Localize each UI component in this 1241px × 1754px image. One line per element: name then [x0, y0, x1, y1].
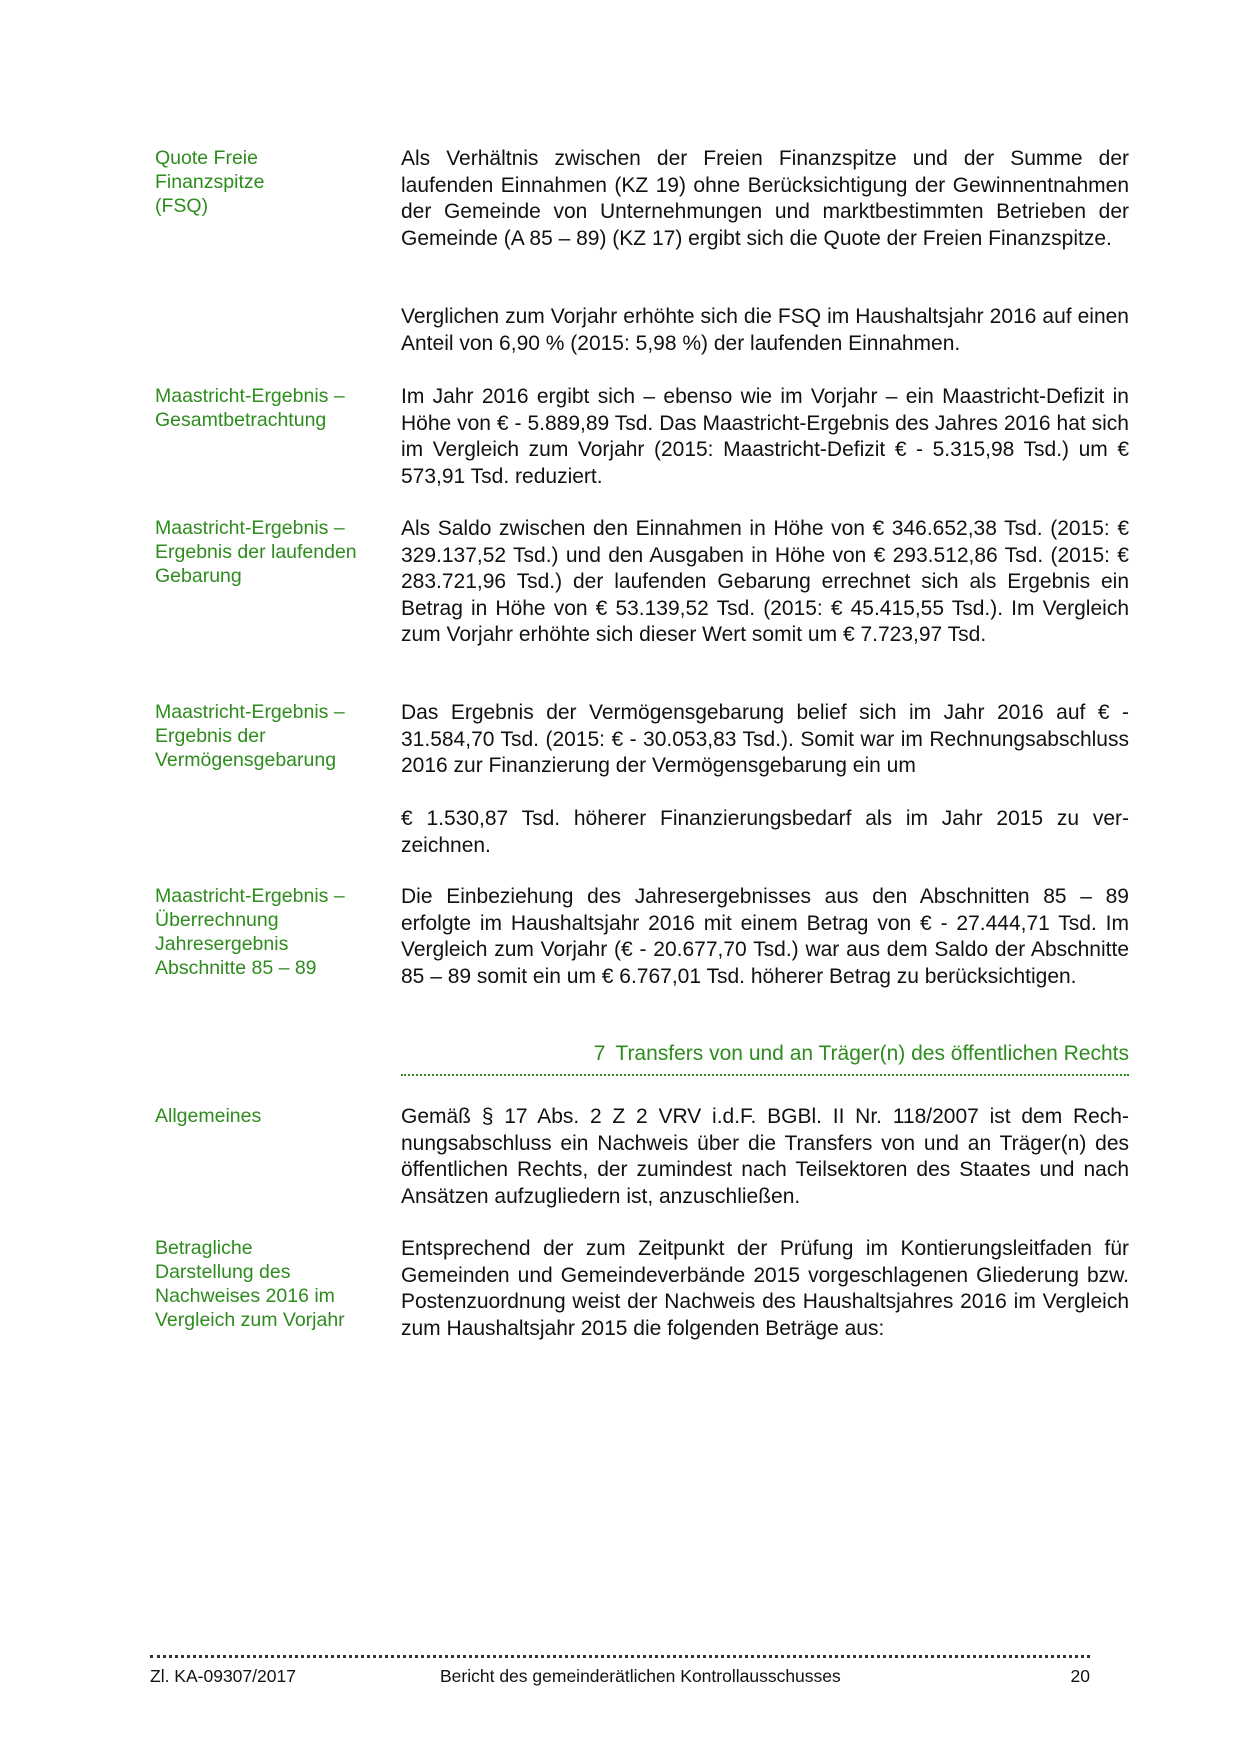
margin-label-maastricht-vermoegen: Maastricht-Ergebnis – Ergebnis der Vermögensgebarung [155, 701, 345, 771]
paragraph-maastricht-laufend: Als Saldo zwischen den Einnahmen in Höhe von € 346.652,38 Tsd. (2015: € 329.137,52 Tsd.) und den Ausgaben in Höhe von € 293.512,86 Tsd. (2015: € 283.721,96 Tsd.) der laufenden Gebarung errechnet sich als Ergebnis ein Betrag in Höhe von € 53.139,52 Tsd. (2015: € 45.415,55 Tsd.). Im Vergleich zum Vorjahr erhöhte sich dieser Wert somit um € 7.723,97 Tsd. [401, 517, 1129, 647]
paragraph-maastricht-vermoegen: Das Ergebnis der Vermögensgebarung belief sich im Jahr 2016 auf € - 31.584,70 Tsd. (2015: € - 30.053,83 Tsd.). Somit war im Rechnungsabschluss 2016 zur Finanzierung der Vermögensgebarung ein um [401, 701, 1129, 778]
paragraph-maastricht-ueberrechnung: Die Einbeziehung des Jahresergebnisses aus den Abschnitten 85 – 89 erfolgte im Haushaltsjahr 2016 mit einem Betrag von € - 27.444,71 Tsd. Im Vergleich zum Vorjahr (€ - 20.677,70 Tsd.) war aus dem Saldo der Abschnitte 85 – 89 somit ein um € 6.767,01 Tsd. höherer Betrag zu berücksichtigen. [401, 885, 1129, 988]
paragraph-allgemeines: Gemäß § 17 Abs. 2 Z 2 VRV i.d.F. BGBl. II Nr. 118/2007 ist dem Rechnungsabschluss ein Nachweis über die Transfers von und an Träger(n) des öffentlichen Rechts, der zumindest nach Teilsektoren des Staates und nach Ansätzen aufzugliedern ist, anzuschließen. [401, 1105, 1129, 1208]
section-heading [401, 1040, 1129, 1076]
paragraph-maastricht-vermoegen-cont: € 1.530,87 Tsd. höherer Finanzierungsbedarf als im Jahr 2015 zu verzeichnen. [401, 807, 1129, 857]
paragraph-fsq-comparison: Verglichen zum Vorjahr erhöhte sich die FSQ im Haushaltsjahr 2016 auf einen Anteil von 6,90 % (2015: 5,98 %) der laufenden Einnahmen. [401, 305, 1129, 355]
margin-label-maastricht-ueberrechnung: Maastricht-Ergebnis – Überrechnung Jahresergebnis Abschnitte 85 – 89 [155, 885, 345, 979]
margin-label-allgemeines: Allgemeines [155, 1105, 262, 1127]
margin-label-maastricht-laufend: Maastricht-Ergebnis – Ergebnis der laufenden Gebarung [155, 517, 357, 587]
paragraph-fsq-definition: Als Verhältnis zwischen der Freien Finanzspitze und der Summe der laufenden Einnahmen (KZ 19) ohne Berücksichtigung der Gewinnentnahmen der Gemeinde von Unternehmungen und marktbestimmten Betrieben der Gemeinde (A 85 – 89) (KZ 17) ergibt sich die Quote der Freien Finanzspitze. [401, 147, 1129, 250]
margin-label-fsq: Quote Freie Finanzspitze (FSQ) [155, 147, 265, 217]
section-heading-title: Transfers von und an Träger(n) des öffentlichen Rechts [615, 1042, 1129, 1065]
footer-reference: Zl. KA-09307/2017 [150, 1666, 296, 1686]
footer-page-number: 20 [1070, 1666, 1090, 1686]
paragraph-maastricht-gesamt: Im Jahr 2016 ergibt sich – ebenso wie im Vorjahr – ein Maastricht-Defizit in Höhe von € - 5.889,89 Tsd. Das Maastricht-Ergebnis des Jahres 2016 hat sich im Vergleich zum Vorjahr (2015: Maastricht-Defizit € - 5.315,98 Tsd.) um € 573,91 Tsd. reduziert. [401, 385, 1129, 488]
margin-label-maastricht-gesamt: Maastricht-Ergebnis – Gesamtbetrachtung [155, 385, 345, 431]
footer-report-title: Bericht des gemeinderätlichen Kontrollausschusses [440, 1666, 841, 1686]
section-heading-number: 7 [593, 1042, 606, 1065]
margin-label-betragliche-darstellung: Betragliche Darstellung des Nachweises 2016 im Vergleich zum Vorjahr [155, 1237, 345, 1331]
footer-divider [150, 1655, 1090, 1658]
paragraph-betragliche-darstellung: Entsprechend der zum Zeitpunkt der Prüfung im Kontierungsleitfaden für Gemeinden und Gemeindeverbände 2015 vorgeschlagenen Gliederung bzw. Postenzuordnung weist der Nachweis des Haushaltsjahres 2016 im Vergleich zum Haushaltsjahr 2015 die folgenden Beträge aus: [401, 1237, 1129, 1340]
